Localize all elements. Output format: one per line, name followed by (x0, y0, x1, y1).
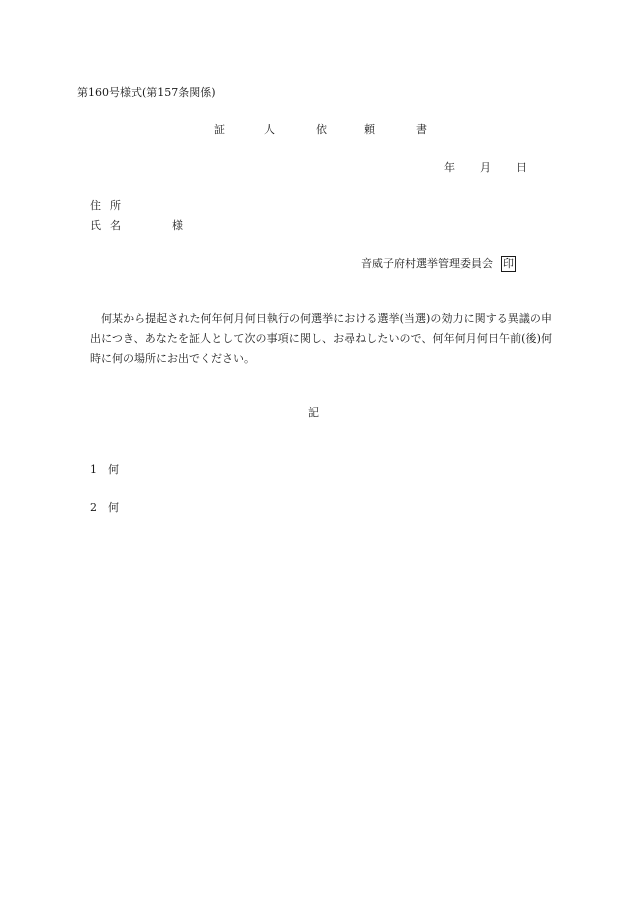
date-month: 月 (480, 161, 491, 174)
body-paragraph: 何某から提起された何年何月何日執行の何選挙における選挙(当選)の効力に関する異議の申出につき、あなたを証人として次の事項に関し、お尋ねしたいので、何年何月何日午前(後)何時に何の場所にお出でください。 (90, 312, 552, 365)
name-label: 氏名 (90, 219, 130, 232)
document-title (214, 123, 427, 136)
address-label: 住所 (90, 199, 130, 212)
title-char: 頼 (364, 123, 375, 136)
item-number: 2 (90, 501, 97, 514)
honorific: 様 (172, 219, 183, 232)
date-day: 日 (516, 161, 527, 174)
item-text: 何 (108, 501, 119, 514)
title-char: 証 (214, 123, 225, 136)
date-line (444, 161, 527, 174)
seal-mark: 印 (503, 257, 514, 270)
record-heading: 記 (308, 406, 319, 419)
date-year: 年 (444, 161, 455, 174)
item-text: 何 (108, 463, 119, 476)
name-row (90, 219, 183, 232)
address-row (90, 199, 130, 212)
issuer-name: 音威子府村選挙管理委員会 (361, 257, 493, 270)
title-char: 書 (416, 123, 427, 136)
title-char: 人 (264, 123, 275, 136)
list-item (90, 501, 119, 514)
issuer (361, 256, 516, 272)
list-item (90, 463, 119, 476)
title-char: 依 (316, 123, 327, 136)
form-number: 第160号様式(第157条関係) (77, 86, 216, 99)
item-number: 1 (90, 463, 97, 476)
